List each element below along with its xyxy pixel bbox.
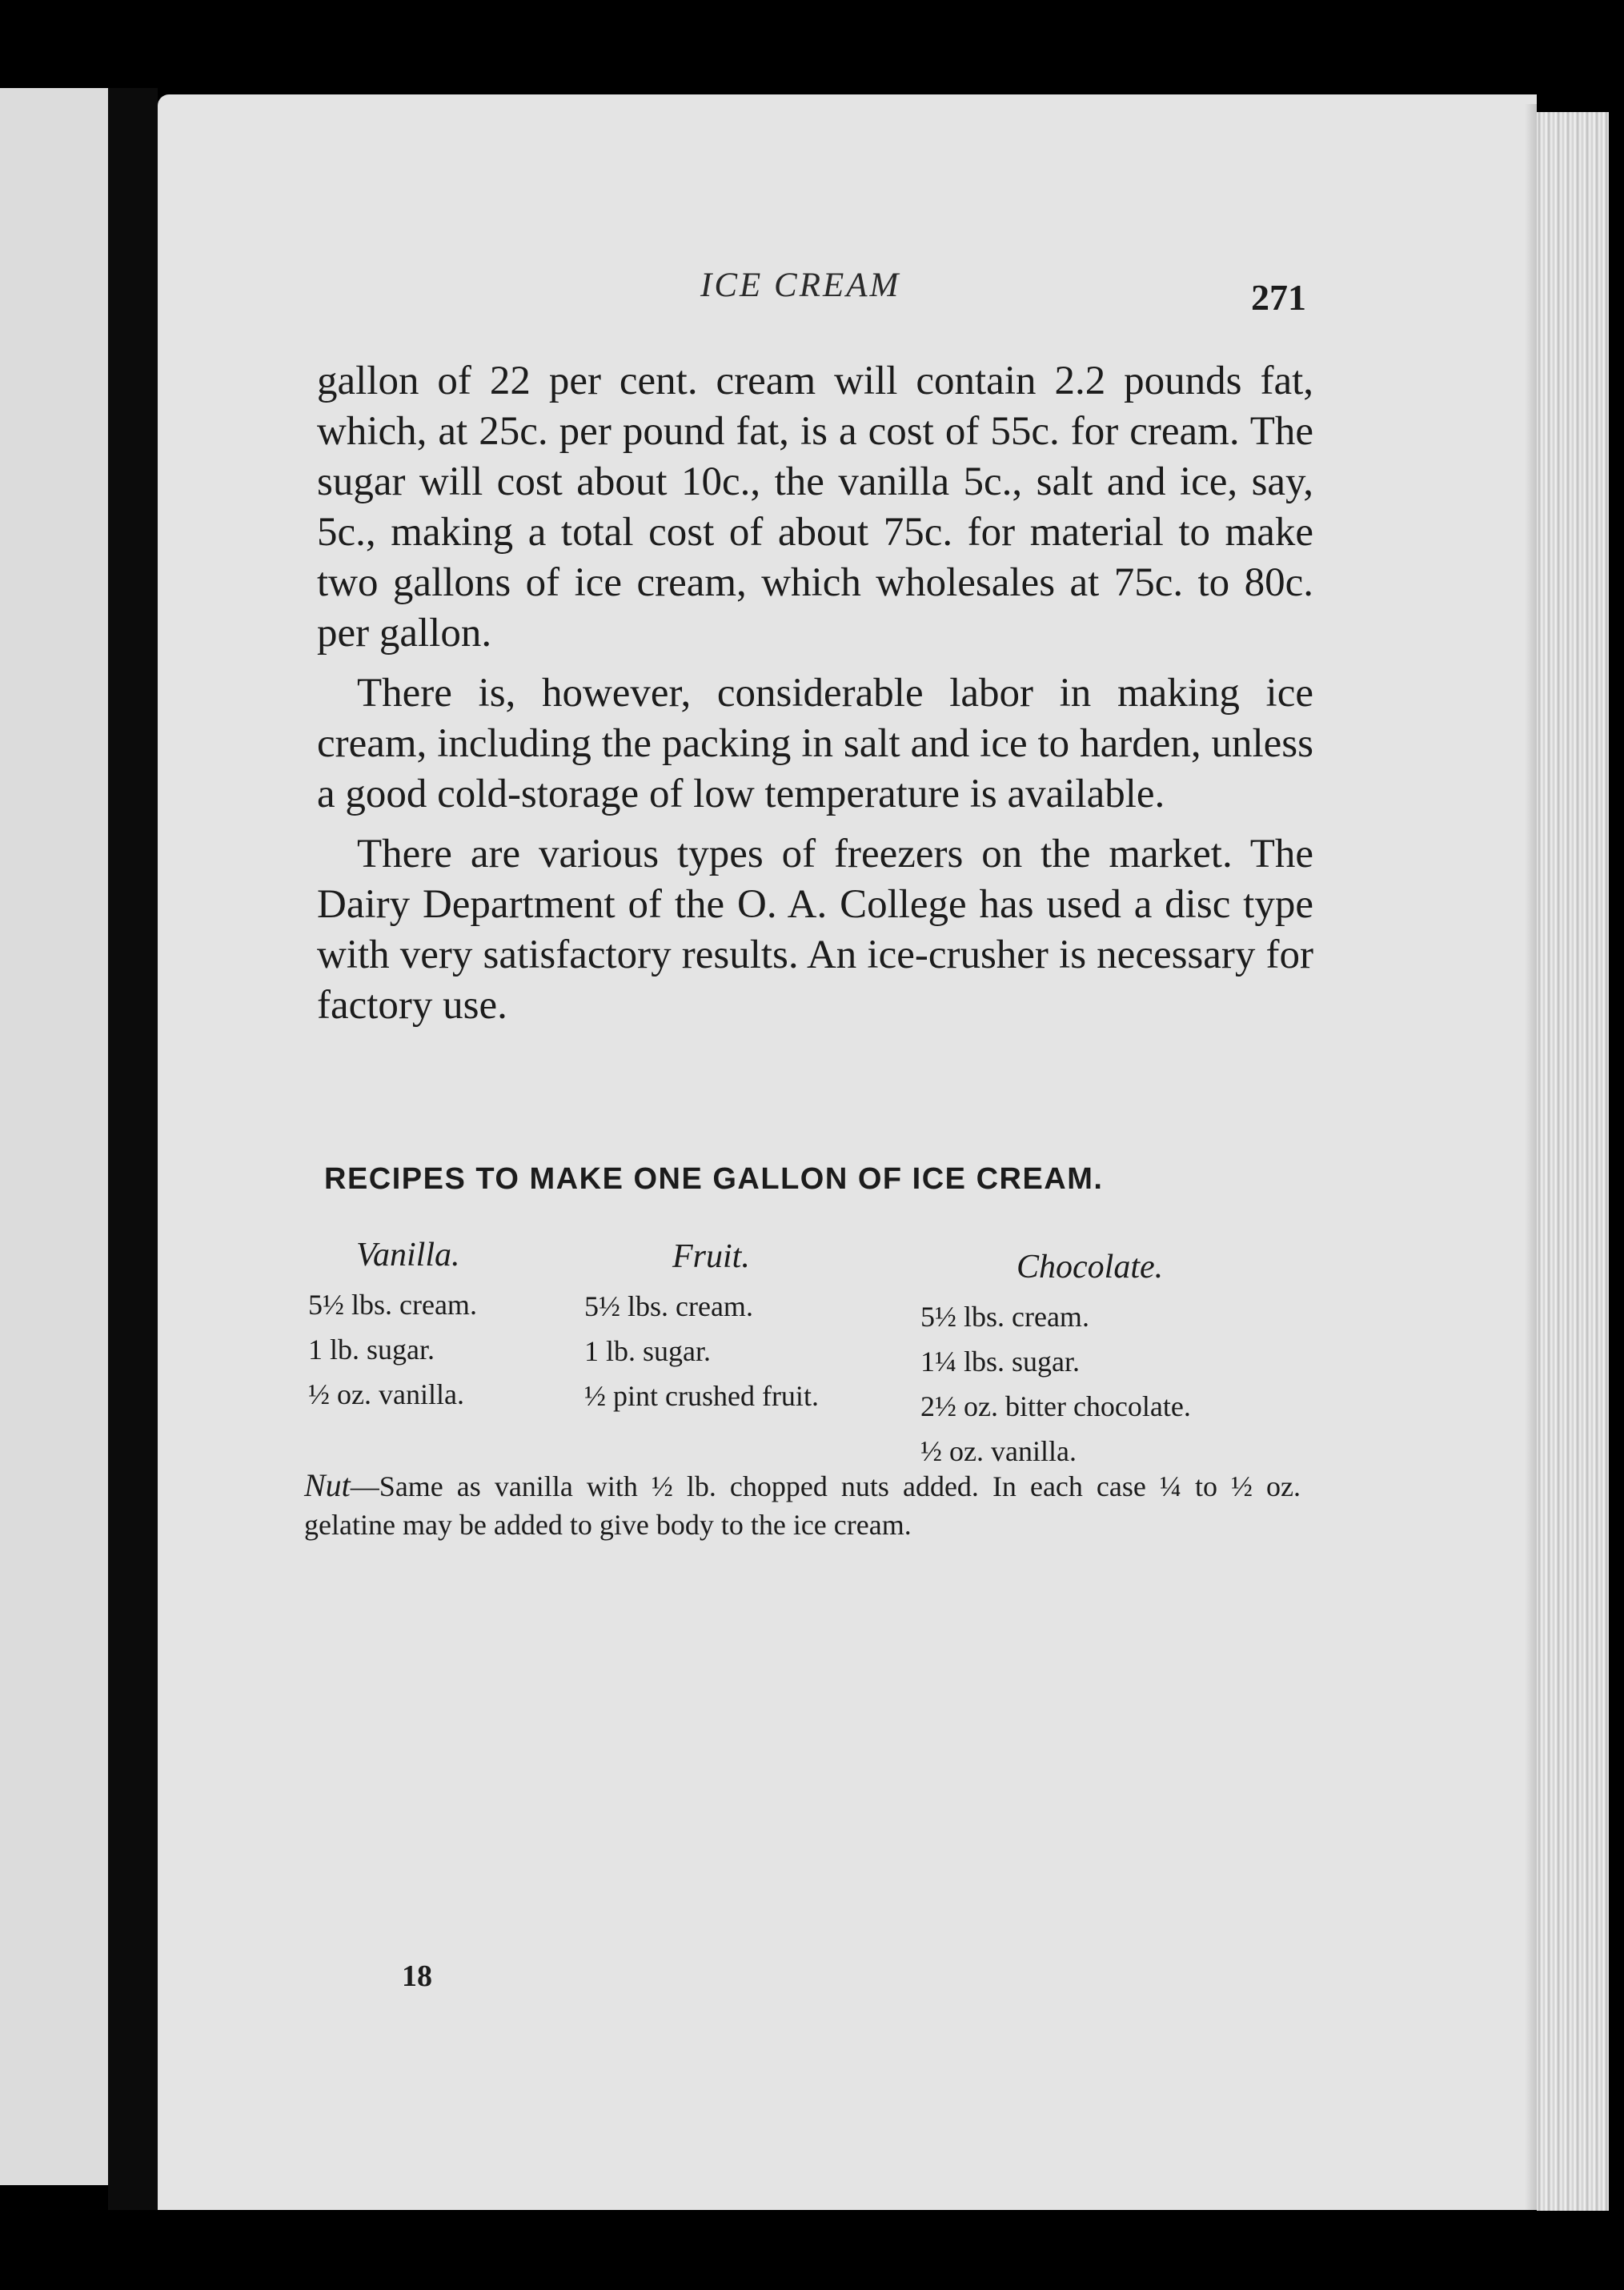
recipe-column-chocolate bbox=[920, 1245, 1191, 1474]
page-stack-edges bbox=[1537, 112, 1609, 2211]
recipe-title-chocolate: Chocolate. bbox=[1017, 1249, 1164, 1285]
ingredient: 1 lb. sugar. bbox=[308, 1333, 435, 1366]
running-head: ICE CREAM bbox=[700, 267, 901, 304]
note-text: —Same as vanilla with ½ lb. chopped nuts added. In each case ¼ to ½ oz. gelatine may be added to give body to the ice cream. bbox=[304, 1470, 1301, 1541]
note-label: Nut bbox=[304, 1467, 351, 1503]
ingredient: 5½ lbs. cream. bbox=[584, 1290, 753, 1322]
ingredient: 5½ lbs. cream. bbox=[920, 1301, 1089, 1333]
signature-mark: 18 bbox=[402, 1959, 432, 1993]
body-text bbox=[317, 356, 1313, 1041]
paragraph-1: gallon of 22 per cent. cream will contain 2.2 pounds fat, which, at 25c. per pound fat, is a cost of 55c. for cream. The sugar will cost about 10c., the vanilla 5c., salt and ice, say, 5c., making a total cost of about 75c. for material to make two gallons of ice cream, which wholesales at 75c. to 80c. per gallon. bbox=[317, 359, 1313, 656]
ingredient: 2½ oz. bitter chocolate. bbox=[920, 1390, 1191, 1422]
paragraph-3: There are various types of freezers on the market. The Dairy Department of the O. A. College has used a disc type with very satisfactory results. An ice-crusher is necessary for factory use. bbox=[317, 832, 1313, 1028]
ingredient: ½ oz. vanilla. bbox=[308, 1378, 464, 1410]
recipe-note bbox=[304, 1466, 1301, 1544]
recipe-title-vanilla: Vanilla. bbox=[356, 1237, 460, 1273]
page-number: 271 bbox=[1251, 277, 1306, 318]
recipe-column-vanilla bbox=[308, 1233, 477, 1417]
paragraph-2: There is, however, considerable labor in making ice cream, including the packing in salt and ice to harden, unless a good cold-storage of low temperature is available. bbox=[317, 671, 1313, 816]
ingredient: 1¼ lbs. sugar. bbox=[920, 1346, 1081, 1378]
recipe-title-fruit: Fruit. bbox=[672, 1238, 750, 1275]
recipes-heading: RECIPES TO MAKE ONE GALLON OF ICE CREAM. bbox=[324, 1162, 1104, 1196]
facing-page-edge bbox=[0, 88, 108, 2185]
ingredient: ½ pint crushed fruit. bbox=[584, 1380, 819, 1412]
book-gutter bbox=[108, 88, 158, 2210]
ingredient: 1 lb. sugar. bbox=[584, 1335, 711, 1367]
ingredient: ½ oz. vanilla. bbox=[920, 1435, 1077, 1467]
recipe-column-fruit bbox=[584, 1234, 819, 1418]
ingredient: 5½ lbs. cream. bbox=[308, 1289, 477, 1321]
